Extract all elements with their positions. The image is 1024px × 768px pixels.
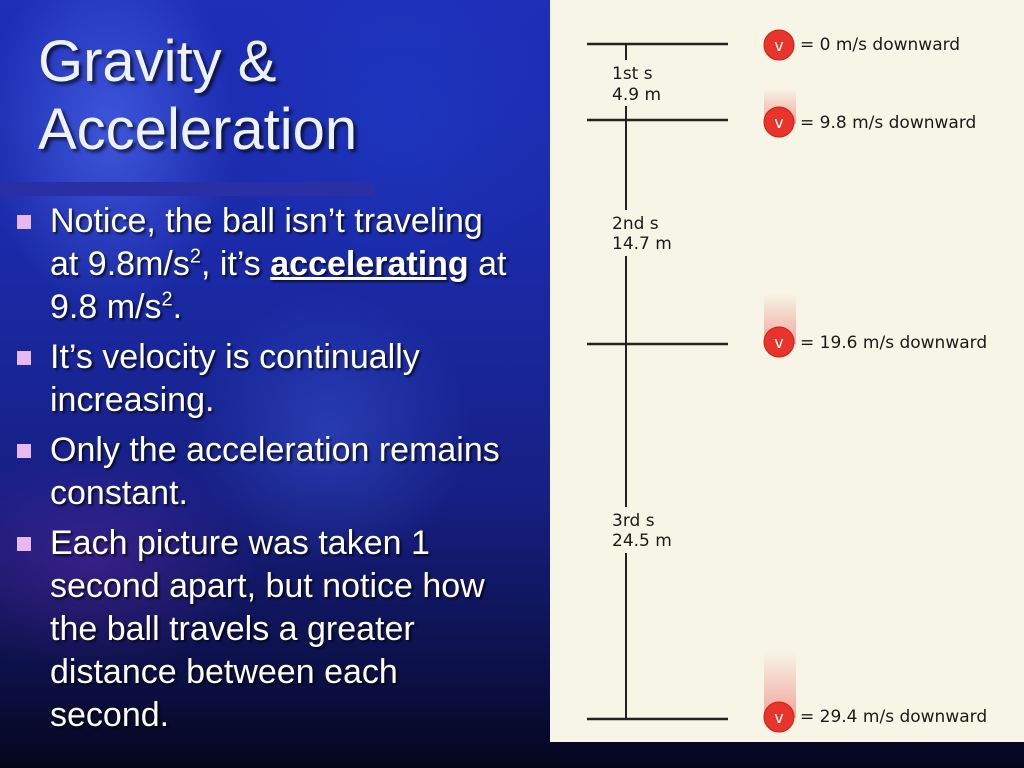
bullet-text: Only the acceleration remains constant. — [50, 431, 500, 512]
bullet-text: Notice, the ball isn’t traveling at 9.8m/s — [50, 202, 483, 283]
bullet-text: at 9.8 m/s — [50, 245, 507, 326]
interval-distance-label: 4.9 m — [612, 85, 661, 105]
ball-3s — [764, 702, 794, 732]
bullet-list — [12, 200, 512, 744]
title-underline-bar — [0, 182, 374, 196]
superscript: 2 — [189, 245, 201, 268]
velocity-label: = 0 m/s downward — [800, 35, 961, 55]
bullet-text: , it’s — [200, 245, 271, 283]
free-fall-svg — [550, 0, 1024, 742]
velocity-label: = 9.8 m/s downward — [800, 113, 977, 133]
velocity-label: = 19.6 m/s downward — [800, 333, 988, 353]
title-line-1: Gravity & — [38, 29, 277, 94]
bullet-item — [12, 429, 512, 515]
superscript: 2 — [161, 288, 173, 311]
ball-1s — [764, 107, 794, 137]
square-bullet-icon — [17, 537, 31, 551]
velocity-symbol: v — [774, 113, 784, 132]
free-fall-diagram — [550, 0, 1024, 742]
square-bullet-icon — [17, 215, 31, 229]
bullet-item — [12, 336, 512, 422]
ball-2s — [764, 327, 794, 357]
interval-distance-label: 14.7 m — [612, 234, 672, 254]
bullet-text: Each picture was taken 1 second apart, but notice how the ball travels a greater distance between each second. — [50, 524, 485, 734]
interval-distance-label: 24.5 m — [612, 531, 672, 551]
interval-time-label: 2nd s — [612, 214, 659, 234]
bullet-text: . — [172, 288, 183, 326]
slide-title — [38, 28, 478, 164]
bullet-text: It’s velocity is continually increasing. — [50, 338, 420, 419]
ball-0s — [764, 30, 794, 60]
square-bullet-icon — [17, 351, 31, 365]
interval-time-label: 1st s — [612, 64, 653, 84]
velocity-symbol: v — [774, 333, 784, 352]
velocity-symbol: v — [774, 36, 784, 55]
title-line-2: Acceleration — [38, 97, 358, 162]
emphasis-text: accelerating — [270, 245, 469, 283]
interval-time-label: 3rd s — [612, 511, 655, 531]
velocity-label: = 29.4 m/s downward — [800, 707, 988, 727]
bullet-item — [12, 522, 512, 737]
bullet-item — [12, 200, 512, 329]
square-bullet-icon — [17, 444, 31, 458]
velocity-symbol: v — [774, 708, 784, 727]
